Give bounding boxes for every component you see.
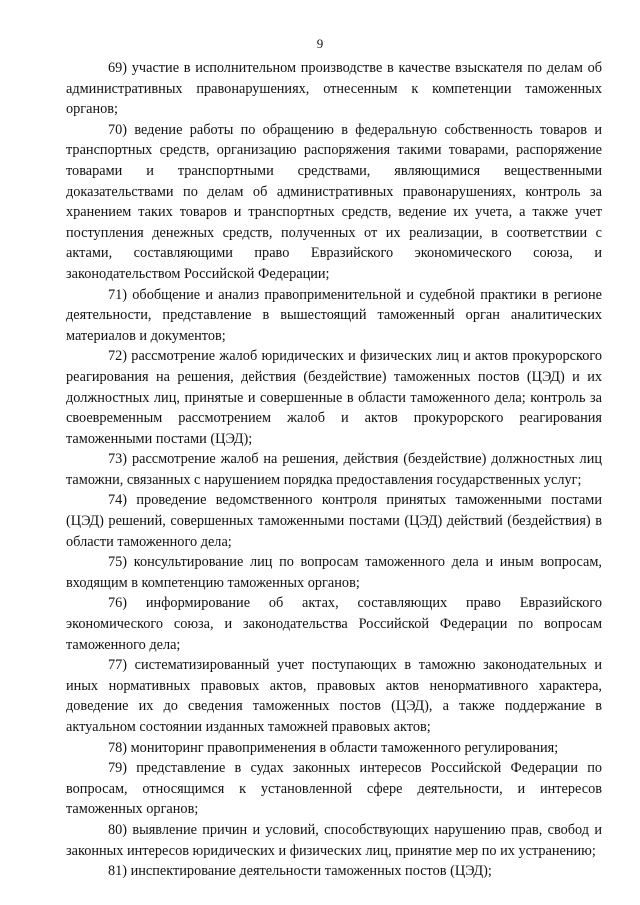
list-item-78: 78) мониторинг правоприменения в области таможенного регулирования; (108, 739, 559, 756)
document-body (66, 58, 602, 882)
page-number: 9 (316, 36, 324, 51)
list-item-69: 69) участие в исполнительном производстве в качестве взыскателя по делам об административных правонарушениях, отнесенным к компетенции таможенных органов; (66, 60, 602, 118)
list-item-71: 71) обобщение и анализ правоприменительной и судебной практики в регионе деятельности, представление в вышестоящий таможенный орган аналитических материалов и документов; (66, 286, 602, 344)
list-item-81: 81) инспектирование деятельности таможенных постов (ЦЭД); (108, 863, 492, 880)
list-item-74: 74) проведение ведомственного контроля принятых таможенными постами (ЦЭД) решений, совершенных таможенными постами (ЦЭД) действий (бездействия) в области таможенного дела; (66, 492, 602, 550)
list-item-76: 76) информирование об актах, составляющих право Евразийского экономического союза, и законодательства Российской Федерации по вопросам таможенного дела; (66, 595, 602, 653)
list-item-75: 75) консультирование лиц по вопросам таможенного дела и иным вопросам, входящим в компетенцию таможенных органов; (66, 554, 602, 591)
list-item-70: 70) ведение работы по обращению в федеральную собственность товаров и транспортных средств, организацию распоряжения такими товарами, распоряжение товарами и транспортными средствами, являющимися вещественными доказательствами по делам об административных правонарушениях, контроль за хранением таких товаров и транспортных средств, ведение их учета, а также учет поступления денежных средств, полученных от их реализации, в соответствии с актами, составляющими право Евразийского экономического союза, и законодательством Российской Федерации; (66, 121, 602, 282)
list-item-79: 79) представление в судах законных интересов Российской Федерации по вопросам, относящимся к установленной сфере деятельности, и интересов таможенных органов; (66, 760, 602, 818)
list-item-72: 72) рассмотрение жалоб юридических и физических лиц и актов прокурорского реагирования на решения, действия (бездействие) таможенных постов (ЦЭД) и их должностных лиц, принятые и совершенные в области таможенного дела; контроль за своевременным рассмотрением жалоб и актов прокурорского реагирования таможенными постами (ЦЭД); (66, 348, 602, 447)
list-item-77: 77) систематизированный учет поступающих в таможню законодательных и иных нормативных правовых актов, правовых актов ненормативного характера, доведение их до сведения таможенных постов (ЦЭД), а также поддержание в актуальном состоянии изданных таможней правовых актов; (66, 657, 602, 735)
list-item-73: 73) рассмотрение жалоб на решения, действия (бездействие) должностных лиц таможни, связанных с нарушением порядка предоставления государственных услуг; (66, 451, 602, 488)
list-item-80: 80) выявление причин и условий, способствующих нарушению прав, свобод и законных интересов юридических и физических лиц, принятие мер по их устранению; (66, 821, 602, 859)
